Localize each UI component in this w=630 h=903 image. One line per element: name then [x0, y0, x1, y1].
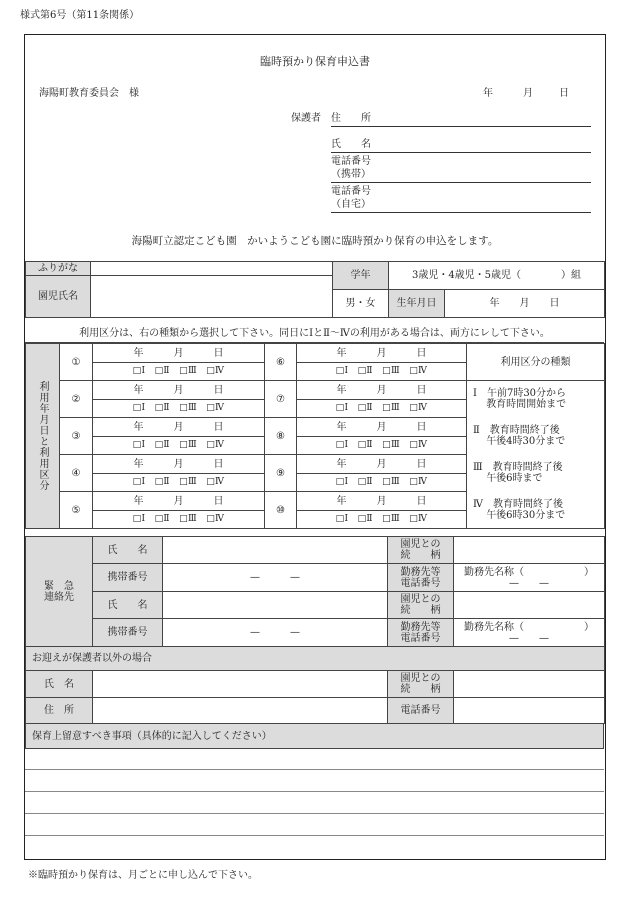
furigana-label: ふりがな: [26, 262, 91, 276]
guardian-phone-label-2: 電話番号: [331, 186, 371, 197]
pickup-name-field[interactable]: [93, 671, 388, 698]
emergency-mobile-field-1[interactable]: — —: [163, 564, 388, 592]
declaration: 海陽町立認定こども園 かいようこども園に臨時預かり保育の申込をします。: [131, 235, 499, 247]
type-3: Ⅲ 教育時間終了後 午後6時まで: [467, 455, 605, 492]
usage-date-10[interactable]: 年 月 日: [297, 492, 467, 511]
usage-checkboxes-1[interactable]: □Ⅰ □Ⅱ □Ⅲ □Ⅳ: [93, 363, 265, 381]
notes-line: [25, 814, 604, 836]
guardian-home-field[interactable]: [331, 212, 591, 213]
emergency-name-field-1[interactable]: [163, 537, 388, 564]
child-name-label: 園児氏名: [26, 276, 91, 318]
emergency-label: 緊 急 連絡先: [26, 537, 93, 647]
emergency-work-field-2[interactable]: 勤務先名称（ ） — —: [454, 619, 605, 647]
usage-checkboxes-7[interactable]: □Ⅰ □Ⅱ □Ⅲ □Ⅳ: [297, 400, 467, 418]
guardian-mobile-label: （携帯）: [331, 169, 371, 180]
date-month: 月: [523, 88, 533, 99]
gender-select[interactable]: 男・女: [333, 290, 389, 318]
emergency-work-label-1: 勤務先等 電話番号: [388, 564, 454, 592]
pickup-phone-label: 電話番号: [388, 698, 454, 724]
type-2: Ⅱ 教育時間終了後 午後4時30分まで: [467, 418, 605, 455]
usage-date-8[interactable]: 年 月 日: [297, 418, 467, 437]
usage-date-7[interactable]: 年 月 日: [297, 381, 467, 400]
usage-number-10: ⑩: [265, 492, 297, 529]
form-number: 様式第6号（第11条関係）: [20, 10, 140, 21]
date-day: 日: [559, 88, 569, 99]
guardian-name-field[interactable]: [331, 152, 591, 153]
notes-header-table: [25, 723, 604, 749]
usage-number-3: ③: [60, 418, 93, 455]
birthdate-label: 生年月日: [389, 290, 445, 318]
notes-line: [25, 748, 604, 770]
notes-line: [25, 770, 604, 792]
guardian-name-label: 氏 名: [331, 139, 371, 150]
usage-date-4[interactable]: 年 月 日: [93, 455, 265, 474]
emergency-relation-label-2: 園児との 続 柄: [388, 592, 454, 619]
furigana-field[interactable]: [91, 262, 333, 276]
pickup-relation-field[interactable]: [454, 671, 605, 698]
emergency-relation-field-1[interactable]: [454, 537, 605, 564]
footnote: ※臨時預かり保育は、月ごとに申し込んで下さい。: [28, 870, 258, 881]
emergency-work-label-2: 勤務先等 電話番号: [388, 619, 454, 647]
usage-checkboxes-10[interactable]: □Ⅰ □Ⅱ □Ⅲ □Ⅳ: [297, 511, 467, 529]
type-1: Ⅰ 午前7時30分から 教育時間開始まで: [467, 381, 605, 418]
date-year: 年: [483, 88, 493, 99]
emergency-mobile-label-1: 携帯番号: [93, 564, 163, 592]
notes-line: [25, 792, 604, 814]
type-4: Ⅳ 教育時間終了後 午後6時30分まで: [467, 492, 605, 529]
pickup-name-label: 氏 名: [26, 671, 93, 698]
usage-instruction: 利用区分は、右の種類から選択して下さい。同日にⅠとⅡ～Ⅳの利用がある場合は、両方にレして下さい。: [25, 325, 604, 343]
grade-label: 学年: [333, 262, 389, 290]
notes-area[interactable]: [25, 748, 604, 858]
child-name-field[interactable]: [91, 276, 333, 318]
usage-number-6: ⑥: [265, 344, 297, 381]
grade-value[interactable]: 3歳児・4歳児・5歳児（ ）組: [389, 262, 605, 290]
usage-date-9[interactable]: 年 月 日: [297, 455, 467, 474]
usage-side-label: 利用年月日と利用区分: [26, 344, 60, 529]
guardian-home-label: （自宅）: [331, 199, 371, 210]
child-info-table: [25, 261, 605, 318]
pickup-address-label: 住 所: [26, 698, 93, 724]
emergency-mobile-field-2[interactable]: — —: [163, 619, 388, 647]
guardian-phone-label: 電話番号: [331, 156, 371, 167]
usage-checkboxes-6[interactable]: □Ⅰ □Ⅱ □Ⅲ □Ⅳ: [297, 363, 467, 381]
usage-checkboxes-5[interactable]: □Ⅰ □Ⅱ □Ⅲ □Ⅳ: [93, 511, 265, 529]
birthdate-field[interactable]: 年 月 日: [445, 290, 605, 318]
pickup-table: [25, 646, 605, 724]
emergency-mobile-label-2: 携帯番号: [93, 619, 163, 647]
notes-header: 保育上留意すべき事項（具体的に記入してください）: [26, 724, 604, 749]
emergency-name-label-1: 氏 名: [93, 537, 163, 564]
usage-date-6[interactable]: 年 月 日: [297, 344, 467, 363]
pickup-header: お迎えが保護者以外の場合: [26, 647, 605, 671]
guardian-address-field[interactable]: [331, 126, 591, 127]
usage-number-2: ②: [60, 381, 93, 418]
form-title: 臨時預かり保育申込書: [260, 55, 370, 68]
notes-line: [25, 836, 604, 858]
usage-date-2[interactable]: 年 月 日: [93, 381, 265, 400]
usage-date-3[interactable]: 年 月 日: [93, 418, 265, 437]
guardian-label: 保護者: [291, 113, 321, 124]
usage-number-1: ①: [60, 344, 93, 381]
usage-table: [25, 343, 605, 529]
pickup-relation-label: 園児との 続 柄: [388, 671, 454, 698]
emergency-name-field-2[interactable]: [163, 592, 388, 619]
application-form: [24, 34, 606, 860]
usage-number-9: ⑨: [265, 455, 297, 492]
usage-checkboxes-9[interactable]: □Ⅰ □Ⅱ □Ⅲ □Ⅳ: [297, 474, 467, 492]
usage-checkboxes-3[interactable]: □Ⅰ □Ⅱ □Ⅲ □Ⅳ: [93, 437, 265, 455]
types-title: 利用区分の種類: [467, 344, 605, 381]
emergency-work-field-1[interactable]: 勤務先名称（ ） — —: [454, 564, 605, 592]
pickup-phone-field[interactable]: [454, 698, 605, 724]
usage-number-5: ⑤: [60, 492, 93, 529]
usage-number-7: ⑦: [265, 381, 297, 418]
addressee: 海陽町教育委員会 様: [39, 88, 139, 99]
emergency-table: [25, 536, 605, 647]
usage-date-5[interactable]: 年 月 日: [93, 492, 265, 511]
pickup-address-field[interactable]: [93, 698, 388, 724]
emergency-name-label-2: 氏 名: [93, 592, 163, 619]
usage-checkboxes-4[interactable]: □Ⅰ □Ⅱ □Ⅲ □Ⅳ: [93, 474, 265, 492]
usage-number-4: ④: [60, 455, 93, 492]
guardian-mobile-field[interactable]: [331, 182, 591, 183]
usage-date-1[interactable]: 年 月 日: [93, 344, 265, 363]
usage-checkboxes-2[interactable]: □Ⅰ □Ⅱ □Ⅲ □Ⅳ: [93, 400, 265, 418]
usage-checkboxes-8[interactable]: □Ⅰ □Ⅱ □Ⅲ □Ⅳ: [297, 437, 467, 455]
guardian-address-label: 住 所: [331, 113, 371, 124]
usage-number-8: ⑧: [265, 418, 297, 455]
emergency-relation-field-2[interactable]: [454, 592, 605, 619]
emergency-relation-label-1: 園児との 続 柄: [388, 537, 454, 564]
